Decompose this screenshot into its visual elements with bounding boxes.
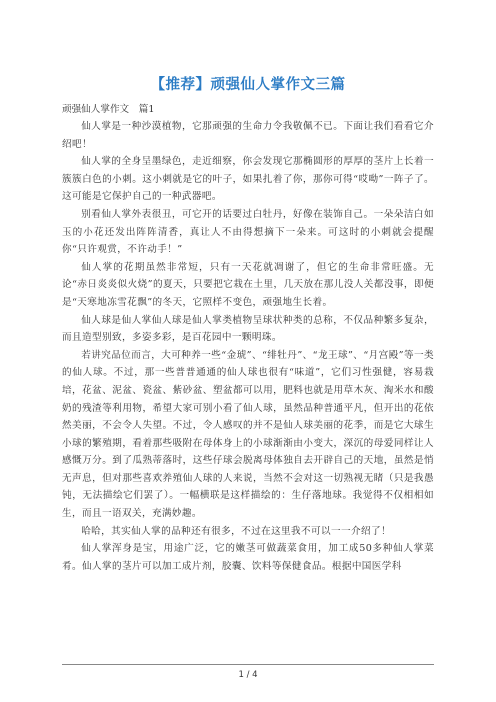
essay-subtitle: 顽强仙人掌作文 篇1 bbox=[62, 104, 155, 115]
page-number: 1 / 4 bbox=[238, 670, 258, 680]
paragraph: 仙人掌的全身呈墨绿色，走近细察，你会发现它那椭圆形的厚厚的茎片上长着一簇簇白色的小刺。这小刺就是它的叶子，如果扎着了你，那你可得“哎呦”一阵子了。这可能是它保护自己的一种武器吧。 bbox=[62, 156, 434, 203]
paragraph: 哈哈，其实仙人掌的品种还有很多，不过在这里我不可以一一介绍了！ bbox=[81, 525, 391, 537]
paragraph: 仙人掌是一种沙漠植物，它那顽强的生命力令我敬佩不已。下面让我们看看它介绍吧！ bbox=[62, 121, 434, 150]
paragraph: 仙人球是仙人掌仙人球是仙人掌类植物呈球状种类的总称，不仅品种繁多复杂，而且造型别致，多姿多彩，是百花园中一颗明珠。 bbox=[62, 314, 434, 344]
paragraph: 别看仙人掌外表很丑，可它开的话要过白牡丹，好像在装饰自己。一朵朵洁白如玉的小花还发出阵阵清香，真让人不由得想摘下一朵来。可这时的小刺就会提醒你“只许观赏，不许动手！” bbox=[62, 208, 434, 256]
paragraph: 仙人掌的花期虽然非常短，只有一天花就凋谢了，但它的生命非常旺盛。无论“赤日炎炎似火烧”的夏天，只要把它栽在土里，几天放在那儿没人关都没事，即便是“天寒地冻雪花飘”的冬天，它照样不变色，顽强地生长着。 bbox=[62, 261, 434, 308]
document-title: 【推荐】顽强仙人掌作文三篇 bbox=[150, 77, 346, 93]
paragraph: 仙人掌浑身是宝，用途广泛，它的嫩茎可做蔬菜食用，加工成50多种仙人掌菜肴。仙人掌的茎片可以加工成片剂，胶囊、饮料等保健食品。根据中国医学科 bbox=[62, 543, 434, 572]
essay-body bbox=[62, 118, 434, 575]
footer-divider bbox=[62, 664, 434, 665]
paragraph: 若讲究品位而言，大可种养一些“金琥”、“绯牡丹”、“龙王球”、“月宫殿”等一类的仙人球。不过，那一些普普通通的仙人球也很有“味道”，它们习性强健，容易栽培，花盆、泥盆、瓷盆、紫砂盆、塑盆都可以用，肥料也就是用草木灰、淘米水和酸奶的残渣等利用物，希望大家可别小看了仙人球，虽然品种普通平凡，但开出的花依然美丽，不会令人失望。不过，令人感叹的并不是仙人球美丽的花季，而是它大球生小球的繁殖期，看着那些吸附在母体身上的小球渐渐由小变大，深沉的母爱同样让人感慨万分。到了瓜熟蒂落时，这些仔球会脱离母体独自去开辟自己的天地，虽然是悄无声息，但对那些喜欢养殖仙人球的人来说，当然不会对这一切熟视无睹（只是我愚钝，无法描绘它们罢了）。一幅横联是这样描绘的：生仔落地球。我觉得不仅相相如生，而且一语双关，充满妙趣。 bbox=[62, 349, 434, 520]
